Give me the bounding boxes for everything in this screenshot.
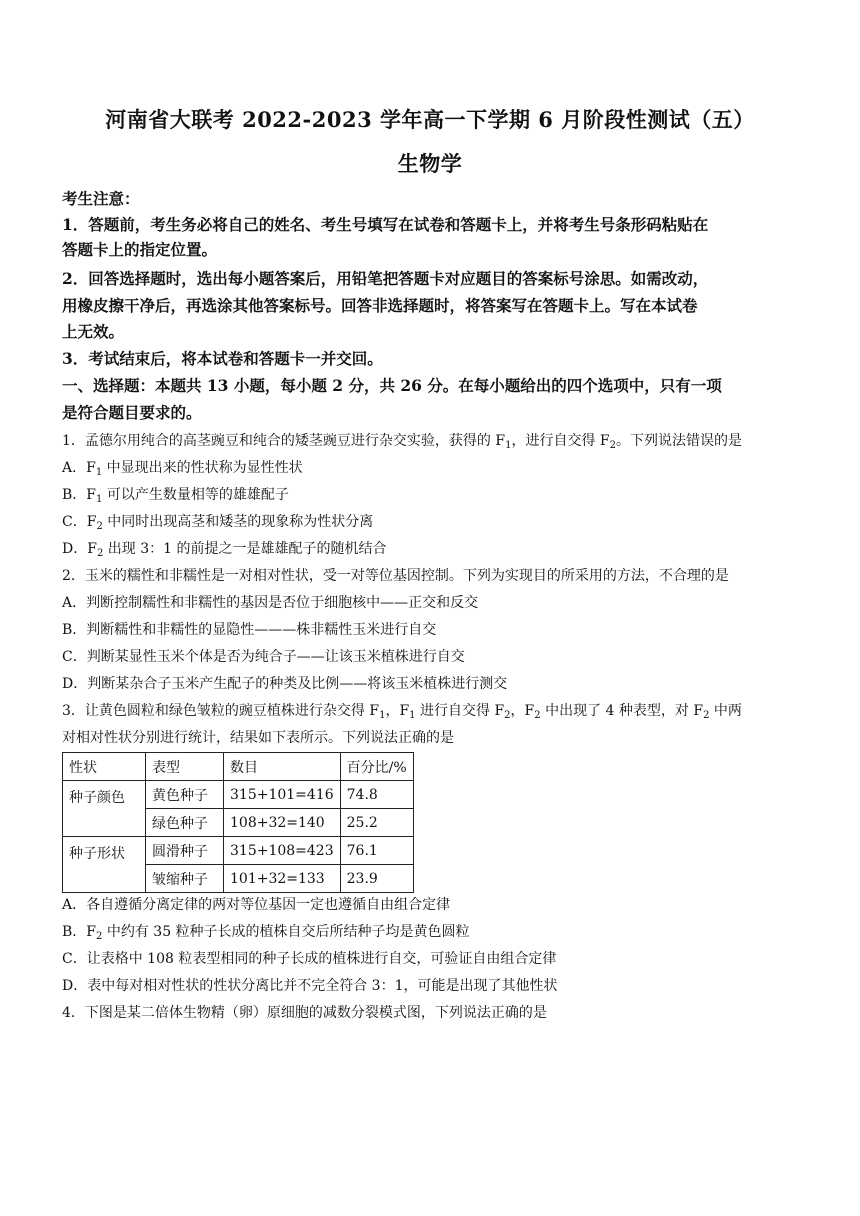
question-4-stem: 4．下图是某二倍体生物精（卵）原细胞的减数分裂模式图，下列说法正确的是 xyxy=(62,1005,547,1021)
section-heading: 一、选择题：本题共 13 小题，每小题 2 分，共 26 分。在每小题给出的四个选项中，只有一项 xyxy=(62,376,722,395)
question-1-option-a: A．$F_1$ 中显现出来的性状称为显性性状 xyxy=(62,460,303,478)
table-cell: 绿色种子 xyxy=(146,809,224,837)
notice-item-2-cont: 用橡皮擦干净后，再选涂其他答案标号。回答非选择题时，将答案写在答题卡上。写在本试卷 xyxy=(62,296,698,315)
notice-item-2-end: 上无效。 xyxy=(62,322,125,341)
question-1-option-c: C．$F_2$ 中同时出现高茎和矮茎的现象称为性状分离 xyxy=(62,514,374,532)
results-table xyxy=(62,752,414,893)
subject-title: 生物学 xyxy=(397,151,463,176)
notice-item-1: 1．答题前，考生务必将自己的姓名、考生号填写在试卷和答题卡上，并将考生号条形码粘贴在 xyxy=(62,215,709,234)
table-row xyxy=(63,837,414,865)
notice-item-2: 2．回答选择题时，选出每小题答案后，用铅笔把答题卡对应题目的答案标号涂思。如需改动， xyxy=(62,269,709,288)
table-cell-trait: 种子颜色 xyxy=(63,781,146,837)
question-3-stem: 3．让黄色圆粒和绿色皱粒的豌豆植株进行杂交得 $F_1$，$F_1$ 进行自交得 $F_2$，$F_2$ 中出现了 4 种表型，对 $F_2$ 中两 xyxy=(62,703,742,721)
section-heading-cont: 是符合题目要求的。 xyxy=(62,403,202,422)
question-2-option-a: A．判断控制糯性和非糯性的基因是否位于细胞核中——正交和反交 xyxy=(62,595,479,611)
notice-heading: 考生注意： xyxy=(62,189,140,208)
table-cell-trait: 种子形状 xyxy=(63,837,146,893)
table-row xyxy=(63,781,414,809)
table-cell: 101+32=133 xyxy=(224,865,341,893)
question-1-option-b: B．$F_1$ 可以产生数量相等的雄雄配子 xyxy=(62,487,289,505)
table-header-cell: 百分比/% xyxy=(340,753,413,781)
exam-title: 河南省大联考 2022-2023 学年高一下学期 6 月阶段性测试（五） xyxy=(105,107,755,132)
table-cell: 黄色种子 xyxy=(146,781,224,809)
table-header-cell: 数目 xyxy=(224,753,341,781)
table-header-cell: 表型 xyxy=(146,753,224,781)
table-cell: 108+32=140 xyxy=(224,809,341,837)
table-cell: 25.2 xyxy=(340,809,413,837)
table-cell: 圆滑种子 xyxy=(146,837,224,865)
table-cell: 23.9 xyxy=(340,865,413,893)
notice-item-1-cont: 答题卡上的指定位置。 xyxy=(62,240,218,259)
question-3-option-d: D．表中每对相对性状的性状分离比并不完全符合 3：1，可能是出现了其他性状 xyxy=(62,978,558,994)
table-header-cell: 性状 xyxy=(63,753,146,781)
question-2-option-d: D．判断某杂合子玉米产生配子的种类及比例——将该玉米植株进行测交 xyxy=(62,676,508,692)
question-3-option-a: A．各自遵循分离定律的两对等位基因一定也遵循自由组合定律 xyxy=(62,897,451,913)
table-cell: 皱缩种子 xyxy=(146,865,224,893)
question-2-stem: 2．玉米的糯性和非糯性是一对相对性状，受一对等位基因控制。下列为实现目的所采用的方法，不合理的是 xyxy=(62,568,729,584)
question-3-stem-cont: 对相对性状分别进行统计，结果如下表所示。下列说法正确的是 xyxy=(62,730,454,746)
question-2-option-b: B．判断糯性和非糯性的显隐性———株非糯性玉米进行自交 xyxy=(62,622,437,638)
question-1-stem: 1．孟德尔用纯合的高茎豌豆和纯合的矮茎豌豆进行杂交实验，获得的 $F_1$，进行自交得 $F_2$。下列说法错误的是 xyxy=(62,433,742,451)
table-cell: 315+108=423 xyxy=(224,837,341,865)
question-1-option-d: D．$F_2$ 出现 3：1 的前提之一是雄雄配子的随机结合 xyxy=(62,541,387,559)
table-cell: 74.8 xyxy=(340,781,413,809)
question-2-option-c: C．判断某显性玉米个体是否为纯合子——让该玉米植株进行自交 xyxy=(62,649,465,665)
table-cell: 76.1 xyxy=(340,837,413,865)
question-3-option-c: C．让表格中 108 粒表型相同的种子长成的植株进行自交，可验证自由组合定律 xyxy=(62,951,557,967)
table-cell: 315+101=416 xyxy=(224,781,341,809)
notice-item-3: 3．考试结束后，将本试卷和答题卡一并交回。 xyxy=(62,349,383,368)
question-3-option-b: B．$F_2$ 中约有 35 粒种子长成的植株自交后所结种子均是黄色圆粒 xyxy=(62,924,470,942)
table-header-row xyxy=(63,753,414,781)
